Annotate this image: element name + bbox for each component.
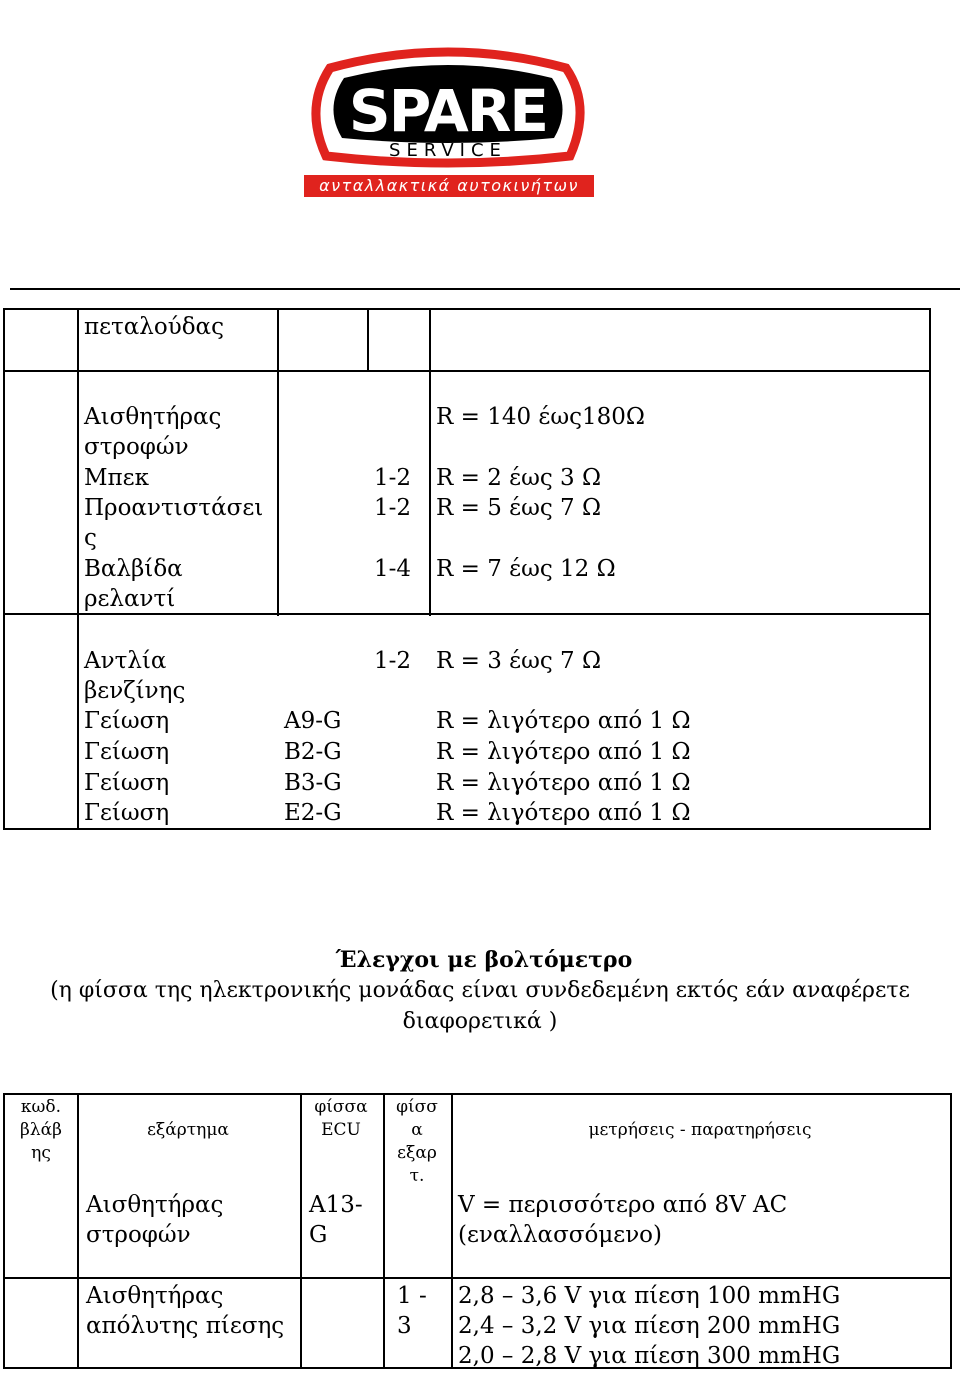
table-row-value: R = 2 έως 3 Ω: [436, 465, 602, 491]
table-row-pins: E2-G: [284, 800, 342, 826]
table-row-value: R = 140 έως180Ω: [436, 404, 645, 430]
table-row-name: Γείωση: [84, 770, 170, 796]
table-row-name: Γείωση: [84, 739, 170, 765]
table-row-name: Βαλβίδα ρελαντί: [84, 556, 183, 612]
spare-service-logo: [300, 38, 596, 198]
logo-brand: SPARE: [348, 77, 548, 145]
table-row-pins: B3-G: [284, 770, 342, 796]
table-row-part: Αισθητήρας στροφών: [86, 1192, 224, 1248]
table-row-name: Προαντιστάσει ς: [84, 495, 264, 551]
header-ext: φίσσ α εξαρ τ.: [396, 1097, 438, 1186]
table-row-pins: A9-G: [284, 708, 342, 734]
table-row-name: Αισθητήρας στροφών: [84, 404, 222, 460]
grid-line: [277, 310, 279, 616]
table-row-name: πεταλούδας: [84, 314, 224, 340]
note-line: V = περισσότερο από 8V AC: [458, 1192, 788, 1218]
table-row-name: Μπεκ: [84, 465, 149, 491]
header-ecu: φίσσα ECU: [314, 1097, 368, 1140]
table-row-pins: 1-2: [374, 465, 412, 491]
header-notes: μετρήσεις - παρατηρήσεις: [588, 1120, 812, 1140]
table-row-ecu: A13- G: [309, 1192, 363, 1248]
table-row-value: R = λιγότερο από 1 Ω: [436, 739, 691, 765]
table-row-pins: 1-4: [374, 556, 412, 582]
table-row-notes: [458, 1190, 787, 1250]
table-row-notes: [458, 1281, 840, 1371]
logo-subtitle: SERVICE: [389, 140, 507, 161]
logo-graphic: [300, 38, 596, 198]
table-row-pins: 1-2: [374, 495, 412, 521]
table-row-name: Γείωση: [84, 800, 170, 826]
section-subtitle-line1: (η φίσσα της ηλεκτρονικής μονάδας είναι συνδεδεμένη εκτός εάν αναφέρετε: [50, 978, 910, 1003]
header-rule: [10, 288, 960, 290]
grid-line: [77, 310, 79, 828]
header-code: κωδ. βλάβ ης: [20, 1097, 62, 1163]
table-row-name: Γείωση: [84, 708, 170, 734]
table-row-value: R = λιγότερο από 1 Ω: [436, 708, 691, 734]
grid-line: [5, 370, 929, 372]
grid-line: [367, 310, 369, 372]
section-heading: [0, 945, 960, 1037]
logo-tagline: ανταλλακτικά αυτοκινήτων: [319, 176, 579, 195]
note-line: 2,4 – 3,2 V για πίεση 200 mmHG: [458, 1313, 841, 1339]
section-subtitle-line2: διαφορετικά ): [402, 1009, 558, 1034]
table-row-name: Αντλία βενζίνης: [84, 648, 186, 704]
grid-line: [5, 1277, 950, 1279]
table-row-value: R = 7 έως 12 Ω: [436, 556, 616, 582]
note-line: (εναλλασσόμενο): [458, 1222, 663, 1248]
header-part: εξάρτημα: [147, 1120, 229, 1140]
table-row-value: R = 3 έως 7 Ω: [436, 648, 602, 674]
table-row-value: R = λιγότερο από 1 Ω: [436, 770, 691, 796]
table-row-pins: B2-G: [284, 739, 342, 765]
table-row-part: Αισθητήρας απόλυτης πίεσης: [86, 1283, 285, 1339]
grid-line: [429, 310, 431, 616]
note-line: 2,8 – 3,6 V για πίεση 100 mmHG: [458, 1283, 841, 1309]
note-line: 2,0 – 2,8 V για πίεση 300 mmHG: [458, 1343, 841, 1369]
table-row-pins: 1-2: [374, 648, 412, 674]
section-title: Έλεγχοι με βολτόμετρο: [335, 947, 633, 973]
table-row-value: R = 5 έως 7 Ω: [436, 495, 602, 521]
table-row-value: R = λιγότερο από 1 Ω: [436, 800, 691, 826]
table-row-ext: 1 - 3: [397, 1283, 427, 1339]
